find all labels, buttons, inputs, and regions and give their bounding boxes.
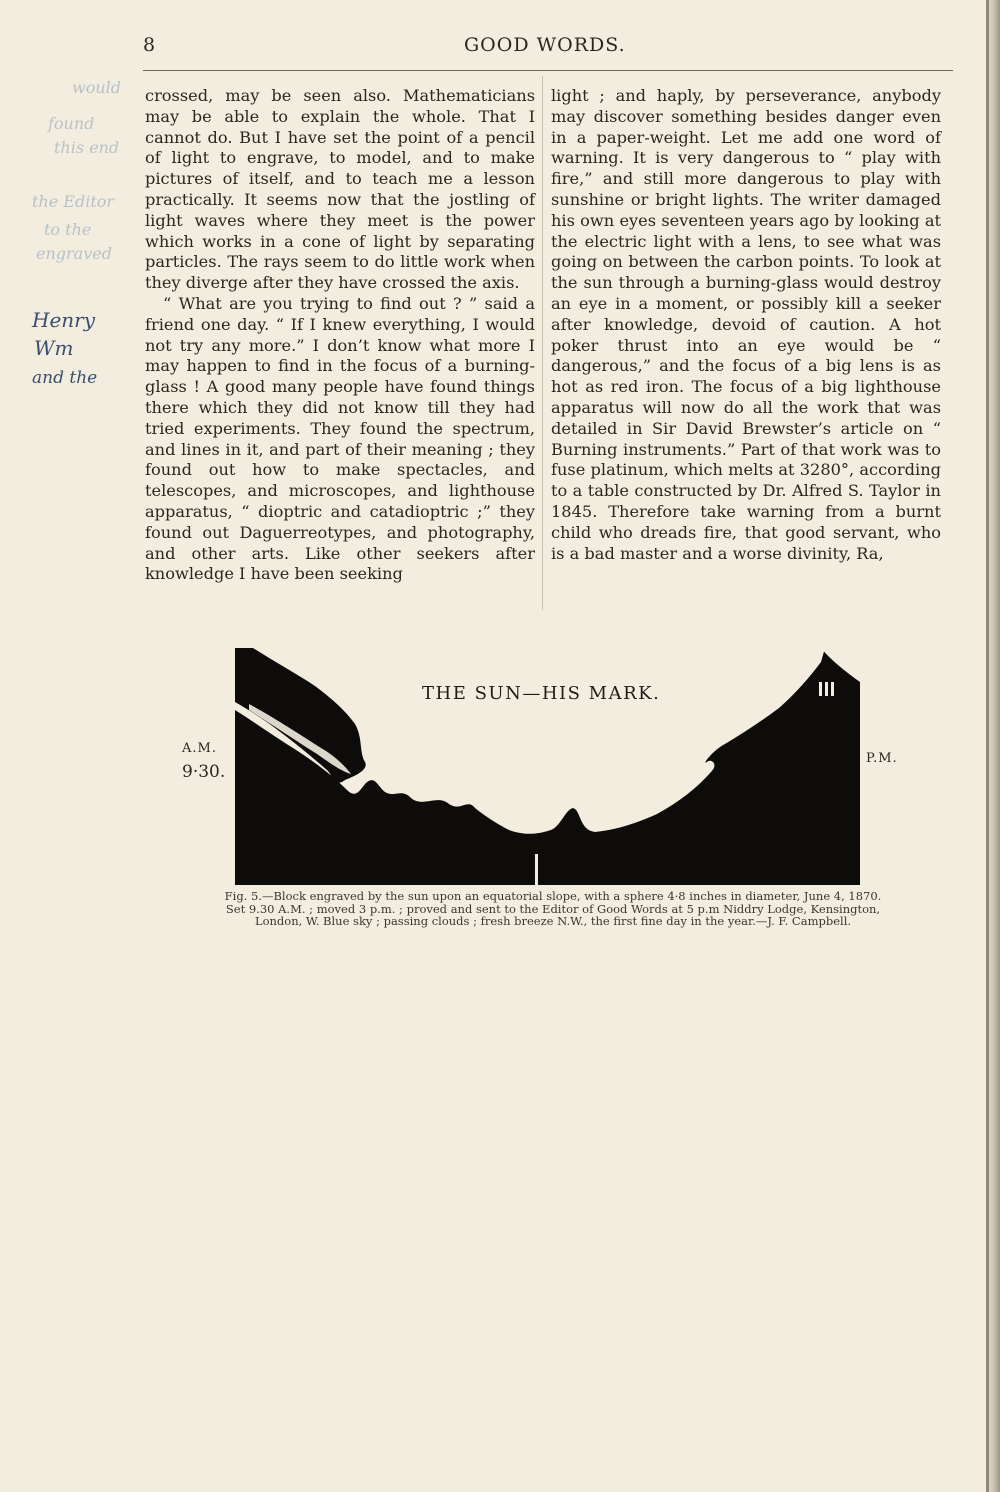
margin-faint-line: to the <box>44 220 92 239</box>
header-rule <box>143 70 953 71</box>
page-number: 8 <box>143 34 156 56</box>
margin-ink-line: Henry <box>32 308 96 332</box>
margin-faint-line: the Editor <box>32 192 115 211</box>
corner-mark <box>831 682 834 696</box>
binding-shadow <box>986 0 989 1492</box>
paragraph: “ What are you trying to find out ? ” said a friend one day. “ If I knew everything, I would not try any more.” I don’t know what more I may happen to find in the focus of a burning-glass ! A good many people have found things there which they did not know till they had tried experiments. They found the spectrum, and lines in it, and part of their meaning ; they found out how to make spectacles, and telescopes, and microscopes, and lighthouse apparatus, “ dioptric and catadioptric ;” they found out Daguerreotypes, and photography, and other arts. Like other seekers after knowledge I have been seeking <box>145 293 535 584</box>
margin-ink-line: Wm <box>34 336 74 360</box>
margin-notes <box>14 74 134 404</box>
paragraph: crossed, may be seen also. Mathematicians may be able to explain the whole. That I cannot do. But I have set the point of a pencil of light to engrave, to model, and to make pictures of itself, and to teach me a lesson practically. It seems now that the jostling of light waves where they meet is the power which works in a cone of light by separating particles. The rays seem to do little work when they diverge after they have crossed the axis. <box>145 86 535 293</box>
margin-ink-line: and the <box>32 368 98 388</box>
pm-label: P.M. <box>866 751 898 766</box>
corner-mark <box>825 682 828 696</box>
margin-faint-line: engraved <box>36 244 112 263</box>
vertical-tick <box>535 854 538 885</box>
corner-mark <box>819 682 822 696</box>
am-label: A.M. <box>182 741 217 756</box>
caption-line: Fig. 5.—Block engraved by the sun upon an equatorial slope, with a sphere 4·8 inches in diameter, June 4, 1870. <box>224 889 882 903</box>
caption-line: Set 9.30 A.M. ; moved 3 p.m. ; proved and sent to the Editor of Good Words at 5 p.m Niddry Lodge, Kensington, <box>225 901 881 916</box>
margin-faint-line: found <box>48 114 95 133</box>
running-title: GOOD WORDS. <box>464 34 626 56</box>
page-header <box>0 34 1000 64</box>
margin-faint-line: this end <box>54 138 120 157</box>
caption-line: London, W. Blue sky ; passing clouds ; fresh breeze N.W., the first fine day in the year.—J. F. Campbell. <box>254 914 852 929</box>
figure-title: THE SUN—HIS MARK. <box>422 683 661 704</box>
left-column <box>145 86 535 585</box>
paragraph: light ; and haply, by perseverance, anybody may discover something besides danger even in a paper-weight. Let me add one word of warning. It is very dangerous to “ play with fire,” and still more dangerous to play with sunshine or bright lights. The writer damaged his own eyes seventeen years ago by looking at the electric light with a lens, to see what was going on between the carbon points. To look at the sun through a burning-glass would destroy an eye in a moment, or possibly kill a seeker after knowledge, devoid of caution. A hot poker thrust into an eye would be “ dangerous,” and the focus of a big lens is as hot as red iron. The focus of a big lighthouse apparatus will now do all the work that was detailed in Sir David Brewster’s article on “ Burning instruments.” Part of that work was to fuse platinum, which melts at 3280°, according to a table constructed by Dr. Alfred S. Taylor in 1845. Therefore take warning from a burnt child who dreads fire, that good servant, who is a bad master and a worse divinity, Ra, <box>551 86 941 563</box>
figure-caption <box>172 890 934 928</box>
margin-faint-line: would <box>72 78 121 97</box>
right-column <box>551 86 941 564</box>
am-time: 9·30. <box>182 762 226 782</box>
column-divider <box>542 76 543 610</box>
